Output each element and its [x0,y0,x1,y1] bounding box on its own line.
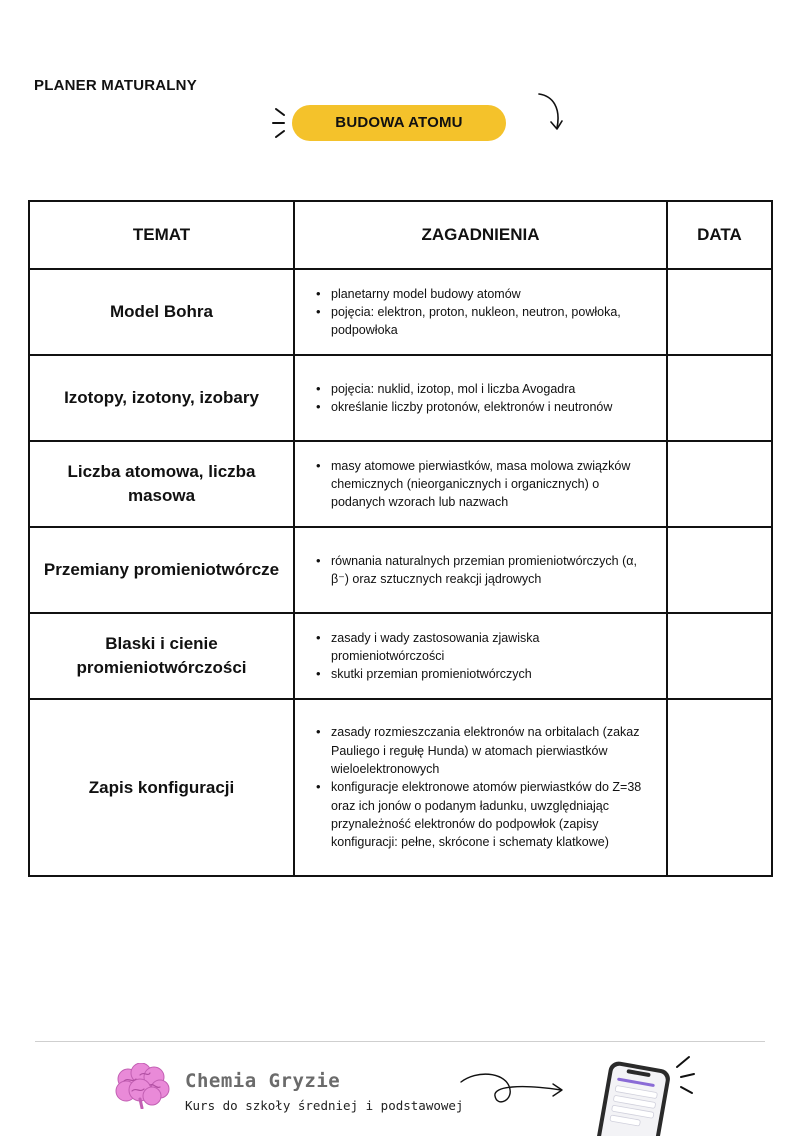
date-cell[interactable] [667,269,772,355]
phone-icon [585,1055,700,1136]
issue-item: • masy atomowe pierwiastków, masa molowa związków chemicznych (nieorganicznych i organicznych) o podanych wzorach lub nazwach [315,457,652,512]
column-header-issues: ZAGADNIENIA [294,201,667,269]
topic-cell: Zapis konfiguracji [29,699,294,876]
table-header-row [29,201,772,269]
issues-cell [294,527,667,613]
footer-divider [35,1041,765,1042]
brand-tagline: Kurs do szkoły średniej i podstawowej [185,1098,464,1113]
topic-cell: Przemiany promieniotwórcze [29,527,294,613]
planner-table [28,200,773,877]
issue-item: • zasady rozmieszczania elektronów na orbitalach (zakaz Pauliego i regułę Hunda) w atomach pierwiastków wieloelektronowych [315,723,652,778]
table-row [29,699,772,876]
table-row [29,613,772,699]
issue-item: • planetarny model budowy atomów [315,285,652,303]
issue-item: • zasady i wady zastosowania zjawiska promieniotwórczości [315,629,652,666]
table-row [29,441,772,527]
table-row [29,355,772,441]
table-row [29,269,772,355]
issue-item: • pojęcia: nuklid, izotop, mol i liczba Avogadra [315,380,652,398]
curved-arrow-icon [535,90,571,134]
column-header-date: DATA [667,201,772,269]
issue-item: • skutki przemian promieniotwórczych [315,665,652,683]
issues-cell [294,355,667,441]
date-cell[interactable] [667,355,772,441]
brain-icon [114,1063,172,1109]
issues-cell [294,441,667,527]
issue-item: • określanie liczby protonów, elektronów i neutronów [315,398,652,416]
issues-cell [294,613,667,699]
date-cell[interactable] [667,699,772,876]
date-cell[interactable] [667,613,772,699]
issue-item: • konfiguracje elektronowe atomów pierwiastków do Z=38 oraz ich jonów o podanym ładunku, uwzględniając przynależność elektronów do podpowłok (zapisy konfiguracji: pełne, skrócone i schematy klatkowe) [315,778,652,851]
topic-badge-group [270,100,570,150]
loop-arrow-icon [457,1068,569,1114]
issues-cell [294,699,667,876]
date-cell[interactable] [667,527,772,613]
table-row [29,527,772,613]
topic-cell: Izotopy, izotony, izobary [29,355,294,441]
topic-cell: Liczba atomowa, liczba masowa [29,441,294,527]
issues-cell [294,269,667,355]
planner-label: PLANER MATURALNY [34,77,197,94]
date-cell[interactable] [667,441,772,527]
issue-item: • pojęcia: elektron, proton, nukleon, neutron, powłoka, podpowłoka [315,303,652,340]
topic-badge: BUDOWA ATOMU [292,105,506,141]
column-header-topic: TEMAT [29,201,294,269]
topic-cell: Model Bohra [29,269,294,355]
issue-item: • równania naturalnych przemian promieniotwórczych (α, β⁻) oraz sztucznych reakcji jądrowych [315,552,652,589]
topic-cell: Blaski i cienie promieniotwórczości [29,613,294,699]
brand-name: Chemia Gryzie [185,1070,341,1092]
